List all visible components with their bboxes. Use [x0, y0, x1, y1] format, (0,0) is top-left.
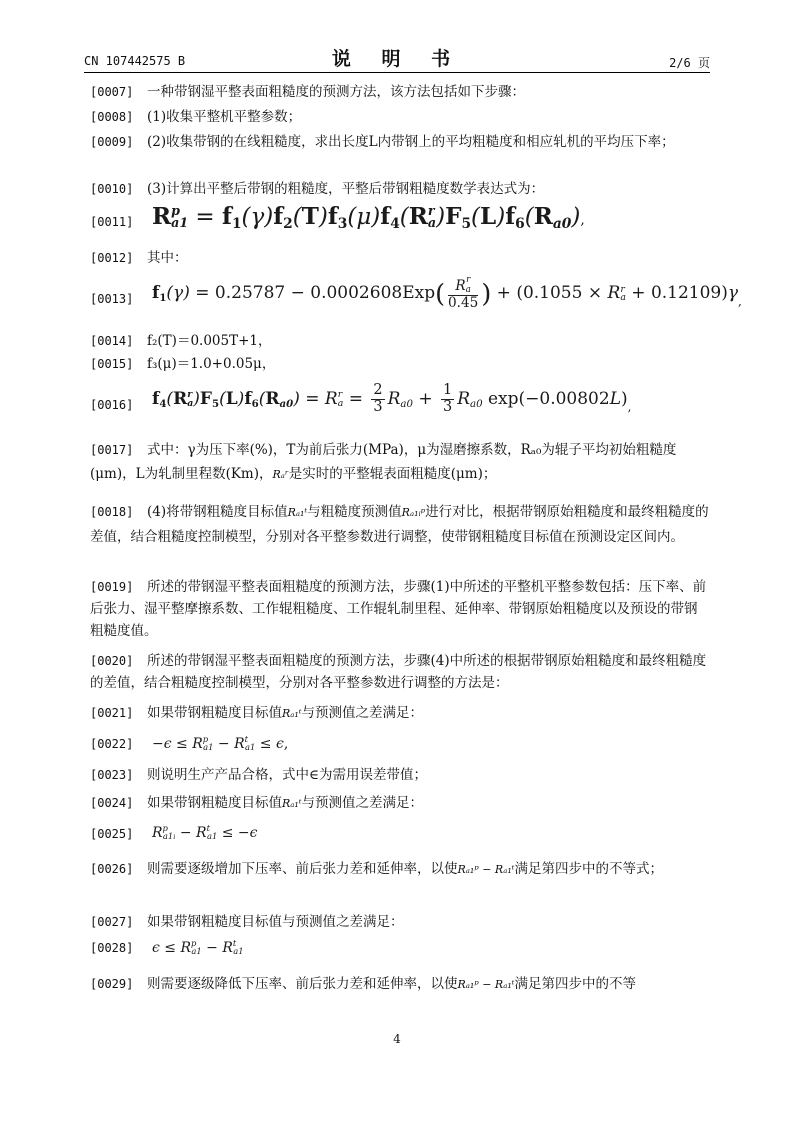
paragraph-number: [0007]: [90, 85, 134, 99]
paragraph-text: (1)收集平整机平整参数；: [147, 109, 302, 125]
inequality-above-tolerance: $\epsilon \le R^p_{a1} - R^t_{a1}$: [152, 938, 244, 957]
paragraph-number: [0013]: [90, 292, 134, 306]
paragraph-0020: [90, 650, 710, 694]
paragraph-number: [0011]: [90, 215, 134, 229]
paragraph-number: [0027]: [90, 915, 134, 929]
paragraph-number: [0029]: [90, 977, 134, 991]
paragraph-text: 式中：γ为压下率(%)，T为前后张力(MPa)，μ为湿磨擦系数，Rₐ₀为辊子平均初始粗糙度(μm)，L为轧制里程数(Km)，: [90, 442, 677, 482]
paragraph-text: (3)计算出平整后带钢的粗糙度，平整后带钢粗糙度数学表达式为：: [147, 181, 545, 197]
paragraph-text: 是实时的平整辊表面粗糙度(μm)；: [288, 466, 497, 482]
symbol-difference: Rₐ₁ᵖ − Rₐ₁ᵗ: [457, 863, 515, 876]
paragraph-text: 其中：: [147, 250, 188, 266]
paragraph-text: 与预测值之差满足：: [301, 795, 424, 811]
page-count: 2/6 页: [669, 56, 710, 70]
equation-roughness-model: R p a1 = $f_1(\gamma)f_2(T)f_3(\mu)f_4(R$ r a )$F_5(L)f_6(R_{a0})$,: [152, 203, 585, 233]
equation-f1: $f_1(\gamma) = 0.25787 - 0.0002608Exp$( R r a 0.45 ) + (0.1055 × R r a + $0.12109)\gamma_,$: [152, 275, 742, 312]
paragraph-text: (2)收集带钢的在线粗糙度，求出长度L内带钢上的平均粗糙度和相应轧机的平均压下率；: [147, 134, 675, 150]
paragraph-text: 与预测值之差满足：: [301, 705, 424, 721]
paragraph-number: [0017]: [90, 443, 134, 457]
paragraph-0015: [90, 353, 710, 375]
paragraph-0017: [90, 438, 710, 487]
paragraph-text: 一种带钢湿平整表面粗糙度的预测方法，该方法包括如下步骤：: [147, 84, 525, 100]
paragraph-0012: [90, 247, 710, 269]
paragraph-text: 则说明生产产品合格，式中∈为需用误差带值；: [147, 767, 427, 783]
paragraph-text: 与粗糙度预测值: [307, 504, 402, 520]
paragraph-number: [0021]: [90, 706, 134, 720]
paragraph-0021: [90, 702, 710, 725]
page-title: 说 明 书: [331, 48, 463, 70]
paragraph-0024: [90, 792, 710, 815]
paragraph-0019: [90, 576, 710, 642]
formula-0011: [90, 201, 710, 241]
paragraph-number: [0026]: [90, 862, 134, 876]
paragraph-number: [0028]: [90, 941, 134, 955]
paragraph-number: [0015]: [90, 357, 134, 371]
formula-0013: [90, 272, 742, 324]
paragraph-text: 进行对比，根据带钢原始粗糙度和最终粗糙度的差值，结合粗糙度控制模型，分别对各平整参数进行调整，使带钢粗糙度目标值在预测设定区间内。: [90, 504, 709, 545]
paragraph-number: [0019]: [90, 580, 134, 594]
paragraph-number: [0012]: [90, 251, 134, 265]
page-number: 4: [393, 1032, 401, 1046]
inequality-below-tolerance: $R^p_{a1i} - R^t_{a1} \le -\epsilon$: [152, 823, 258, 842]
paragraph-text: f₂(T)＝0.005T+1，: [147, 333, 272, 349]
paragraph-number: [0023]: [90, 768, 134, 782]
symbol-ra1-p: Rₐ₁ᵢᵖ: [401, 506, 426, 519]
paragraph-text: 则需要逐级降低下压率、前后张力差和延伸率，以使: [147, 976, 458, 992]
paragraph-number: [0010]: [90, 182, 134, 196]
paragraph-0008: [90, 106, 710, 128]
paragraph-0010: [90, 178, 710, 200]
paragraph-0014: [90, 330, 710, 352]
paragraph-text: 如果带钢粗糙度目标值: [147, 795, 282, 811]
formula-0022: [90, 732, 710, 760]
paragraph-text: (4)将带钢粗糙度目标值: [147, 504, 288, 520]
paragraph-0027: [90, 911, 710, 933]
paragraph-0029: [90, 972, 710, 997]
paragraph-number: [0008]: [90, 110, 134, 124]
paragraph-number: [0022]: [90, 737, 134, 751]
paragraph-text: 所述的带钢湿平整表面粗糙度的预测方法，步骤(1)中所述的平整机平整参数包括：压下率、前后张力、湿平整摩擦系数、工作辊粗糙度、工作辊轧制里程、延伸率、带钢原始粗糙度以及预设的带钢粗糙度值。: [90, 579, 707, 639]
header-rule: [84, 72, 710, 73]
equation-roll-roughness: $f_4(R$ r a )$F_5(L)f_6(R_{a0}) = R$ r a = $\frac{2}{3}$ $R_{a0}$ + $\frac{1}{3}$ $R_{a0}$ $\exp(-0.00802L)_,$: [152, 382, 632, 415]
paragraph-number: [0016]: [90, 398, 134, 412]
paragraph-0009: [90, 131, 710, 153]
formula-0025: [90, 820, 710, 850]
paragraph-number: [0020]: [90, 654, 134, 668]
paragraph-0026: [90, 857, 710, 882]
paragraph-text: 满足第四步中的不等式；: [514, 861, 663, 877]
paragraph-number: [0025]: [90, 827, 134, 841]
paragraph-number: [0018]: [90, 505, 134, 519]
paragraph-text: 如果带钢粗糙度目标值与预测值之差满足：: [147, 914, 404, 930]
paragraph-0023: [90, 764, 710, 786]
paragraph-text: 满足第四步中的不等: [514, 976, 636, 992]
symbol-ra1-t: Rₐ₁ᵗ: [282, 797, 302, 810]
paragraph-text: 则需要逐级增加下压率、前后张力差和延伸率，以使: [147, 861, 458, 877]
paragraph-text: 如果带钢粗糙度目标值: [147, 705, 282, 721]
symbol-ra-r: Rₐʳ: [272, 468, 289, 481]
symbol-ra1-t: Rₐ₁ᵗ: [287, 506, 308, 519]
paragraph-number: [0009]: [90, 135, 134, 149]
symbol-ra1-t: Rₐ₁ᵗ: [282, 707, 302, 720]
paragraph-text: f₃(μ)＝1.0+0.05μ，: [147, 356, 276, 372]
paragraph-number: [0024]: [90, 796, 134, 810]
paragraph-0007: [90, 81, 710, 103]
inequality-within-tolerance: $-\epsilon \le R^p_{a1} - R^t_{a1} \le \epsilon$,: [152, 734, 289, 753]
formula-0028: [90, 936, 710, 964]
formula-0016: [90, 378, 710, 432]
patent-number: CN 107442575 B: [84, 54, 186, 68]
paragraph-number: [0014]: [90, 334, 134, 348]
paragraph-0018: [90, 500, 710, 549]
paragraph-text: 所述的带钢湿平整表面粗糙度的预测方法，步骤(4)中所述的根据带钢原始粗糙度和最终粗糙度的差值，结合粗糙度控制模型，分别对各平整参数进行调整的方法是：: [90, 653, 707, 691]
symbol-difference: Rₐ₁ᵖ − Rₐ₁ᵗ: [457, 978, 515, 991]
